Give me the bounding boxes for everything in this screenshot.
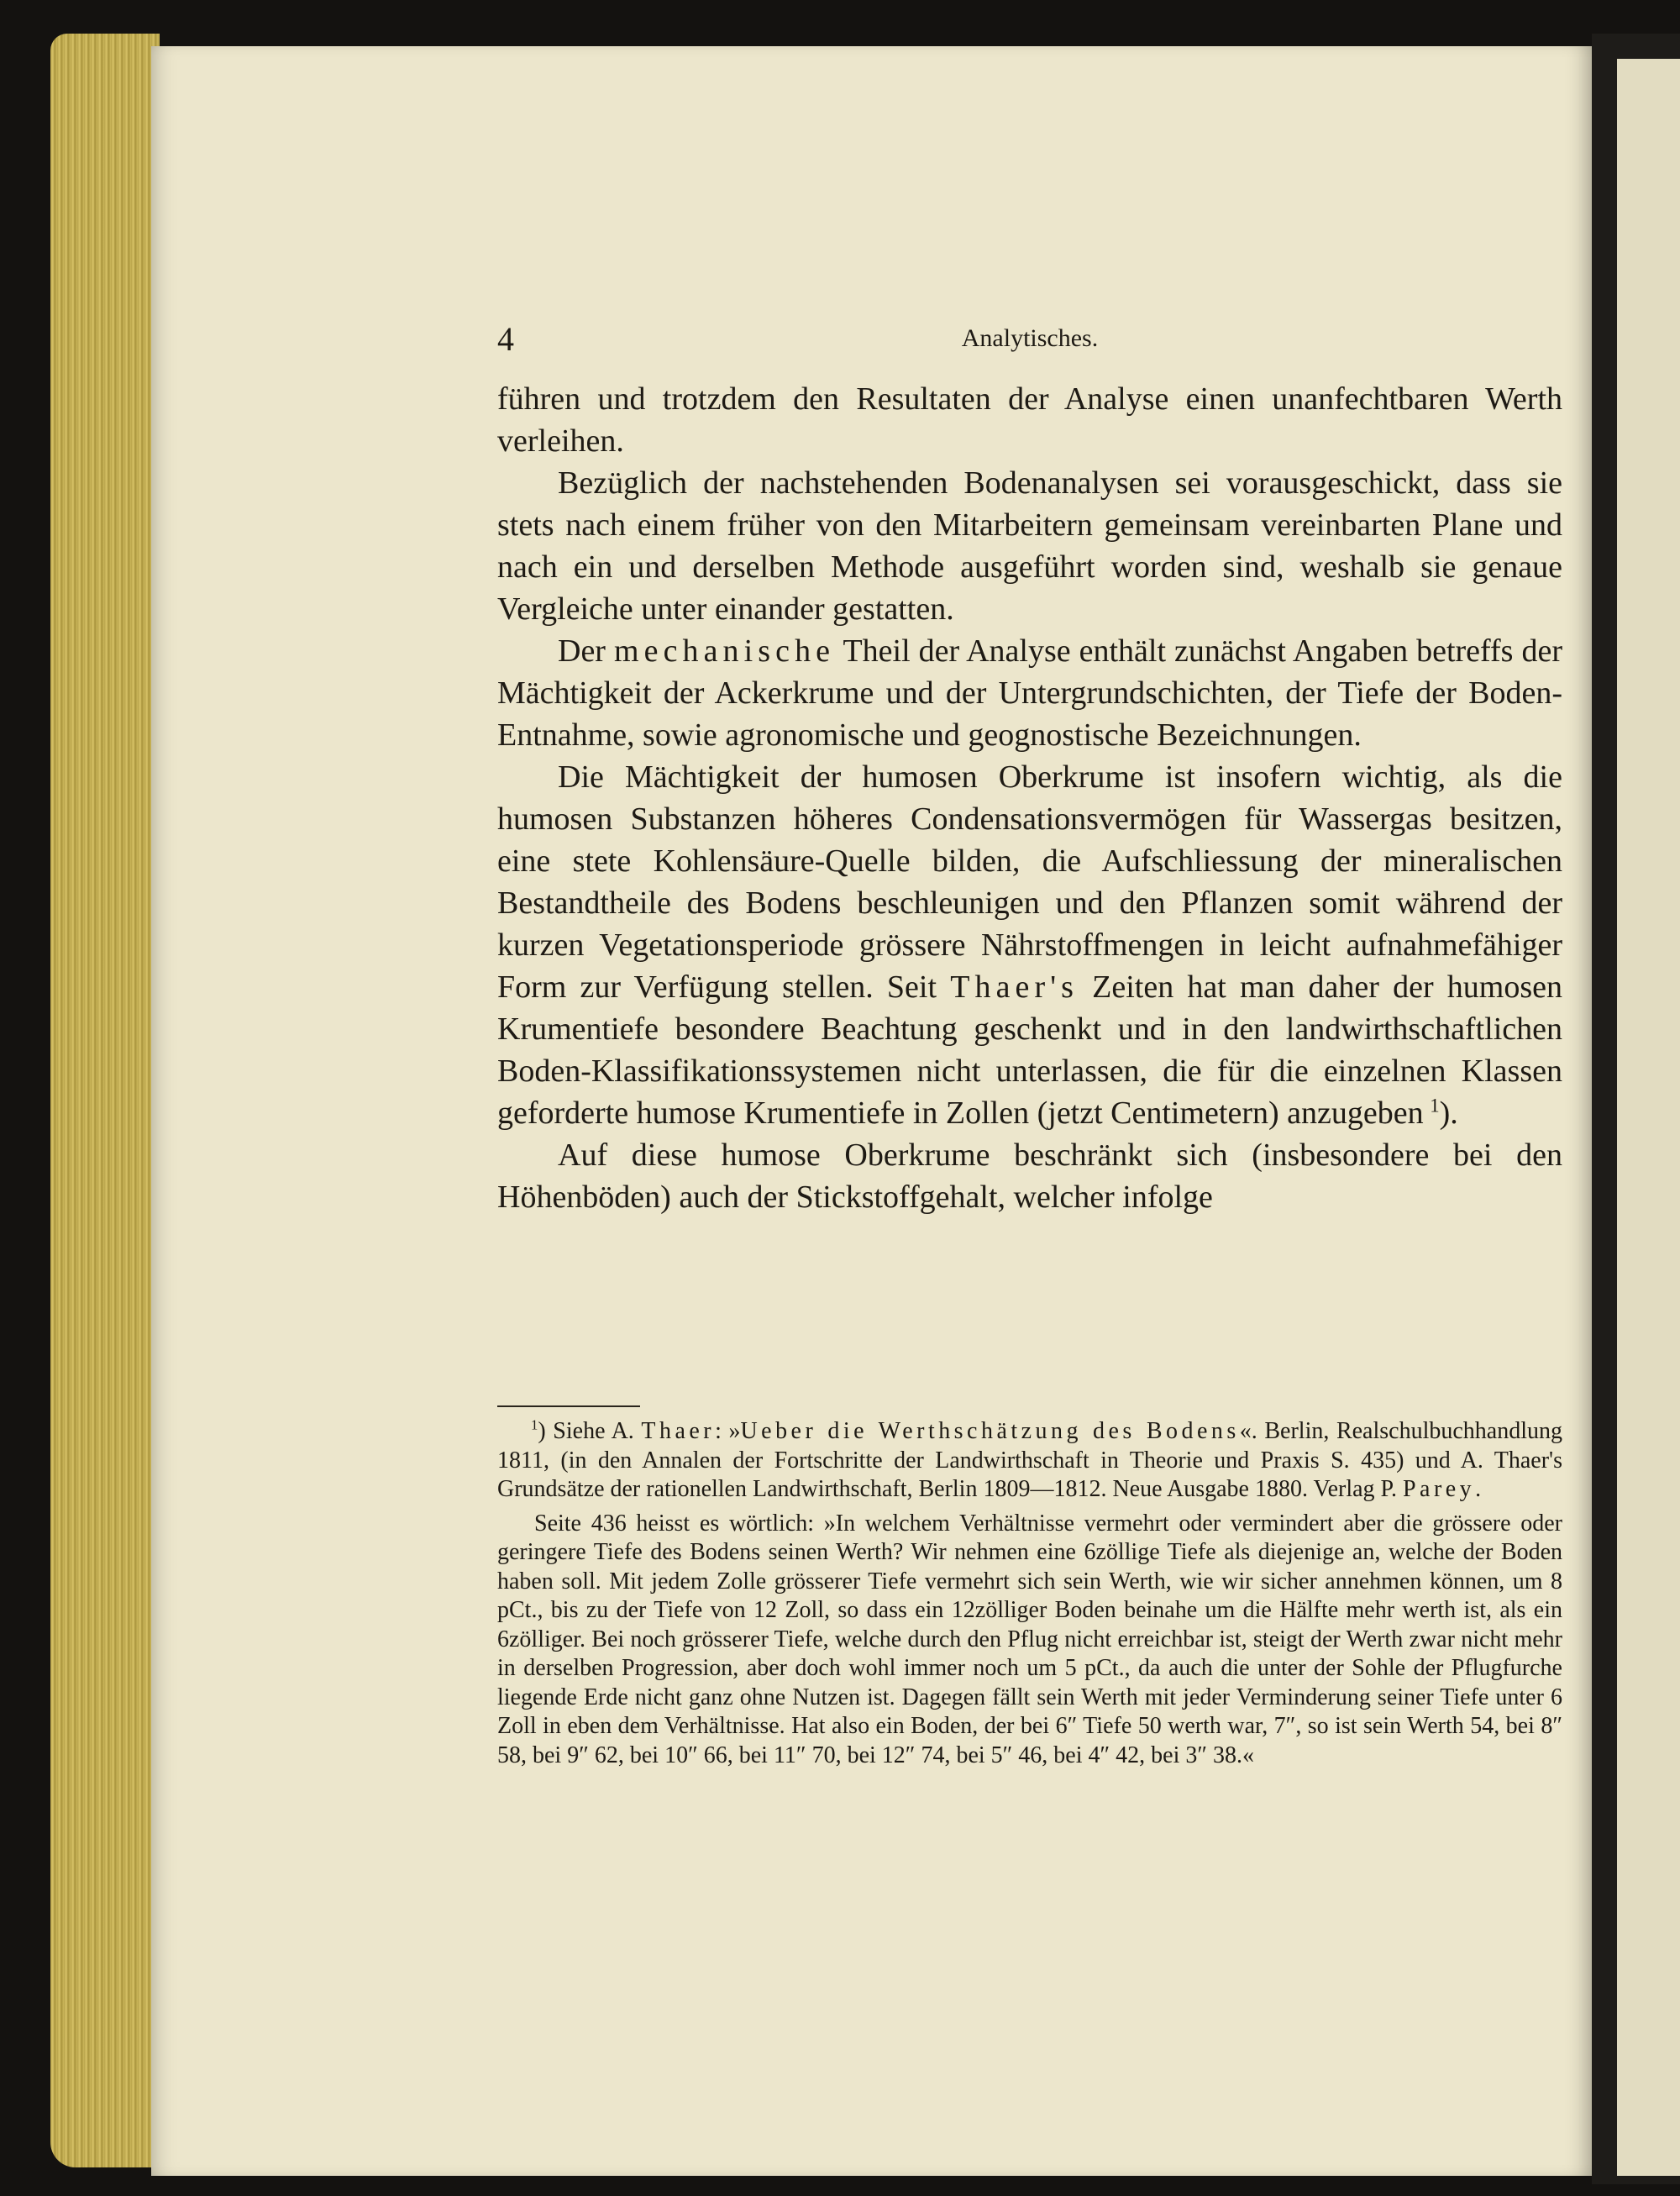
emphasized-name: Thaer's: [950, 969, 1079, 1005]
text-run: ).: [1439, 1095, 1458, 1131]
text-run: Die Mächtigkeit der humosen Oberkrume ist insofern wichtig, als die humosen Substanzen höheres Condensationsvermögen für Wassergas besitzen, eine stete Kohlensäure-Quelle bilden, die Aufschliessung der mineralischen Bestandtheile des Bodens beschleunigen und den Pflanzen somit während der kurzen Vegetationsperiode grössere Nährstoffmengen in leicht aufnahmefähiger Form zur Verfügung stellen. Seit: [497, 759, 1562, 1005]
body-text: [497, 378, 1562, 1218]
running-head: Analytisches.: [961, 324, 1099, 352]
footnote-rule: [497, 1405, 640, 1407]
text-run: : »: [715, 1418, 741, 1444]
emphasized-title: Ueber die Werthschätzung des Bodens: [740, 1418, 1240, 1444]
emphasized-term: mechanische: [613, 633, 836, 669]
footnote-quotation: Seite 436 heisst es wörtlich: »In welchem Verhältnisse vermehrt oder vermindert aber die grössere oder geringere Tiefe des Bodens seinen Werth? Wir nehmen eine 6zöllige Tiefe als diejenige an, welche der Boden haben soll. Mit jedem Zolle grösserer Tiefe vermehrt sich sein Werth, wie wir sicher annehmen können, um 8 pCt., bis zu der Tiefe von 12 Zoll, so dass ein 12zölliger Boden beinahe um die Hälfte mehr werth ist, als ein 6zölliger. Bei noch grösserer Tiefe, welche durch den Pflug nicht erreichbar ist, steigt der Werth zwar nicht mehr in derselben Progression, aber doch wohl immer noch um 5 pCt., da auch die unter der Sohle der Pflugfurche liegende Erde nicht ganz ohne Nutzen ist. Dagegen fällt sein Werth mit jeder Verminderung seiner Tiefe unter 6 Zoll in eben dem Verhältnisse. Hat also ein Boden, der bei 6″ Tiefe 50 werth war, 7″, so ist sein Werth 54, bei 8″ 58, bei 9″ 62, bei 10″ 66, bei 11″ 70, bei 12″ 74, bei 5″ 46, bei 4″ 42, bei 3″ 38.«: [497, 1510, 1562, 1768]
footnote-1: [497, 1417, 1562, 1505]
paragraph-maechtigkeit: [497, 756, 1562, 1134]
footnotes: [497, 1417, 1562, 1770]
book-gilt-edge: [50, 34, 160, 2167]
facing-page-edge: [1617, 59, 1680, 2176]
paragraph-mechanische-theil: [497, 630, 1562, 756]
paragraph-bodenanalysen: Bezüglich der nachstehenden Bodenanalysen sei vorausgeschickt, dass sie stets nach einem früher von den Mitarbeitern gemeinsam vereinbarten Plane und nach ein und derselben Methode ausgeführt worden sind, weshalb sie genaue Vergleiche unter einander gestatten.: [497, 465, 1562, 627]
text-run: ) Siehe A.: [538, 1418, 642, 1444]
text-run: Der: [558, 633, 614, 669]
book-page: [151, 46, 1592, 2176]
footnote-reference: 1: [1430, 1095, 1440, 1116]
text-run: Zeiten hat man daher der humosen Krumentiefe besondere Beachtung geschenkt und in den landwirthschaftlichen Boden-Klassifikationssystemen nicht unterlassen, die für die einzelnen Klassen geforderte humose Krumentiefe in Zollen (jetzt Centimetern) anzugeben: [497, 969, 1562, 1131]
emphasized-publisher: Parey: [1403, 1476, 1476, 1502]
page-header: [497, 319, 1562, 361]
text-run: .: [1475, 1476, 1482, 1502]
page-number: 4: [497, 320, 514, 358]
text-run: Theil der Analyse enthält zunächst Angaben betreffs der Mächtigkeit der Ackerkrume und der Untergrundschichten, der Tiefe der Boden-Entnahme, sowie agronomische und geognostische Bezeichnungen.: [497, 633, 1562, 753]
text-run: «. Berlin, Realschulbuchhandlung 1811, (in den Annalen der Fortschritte der Landwirthschaft in Theorie und Praxis S. 435) und A. Thaer's Grundsätze der rationellen Landwirthschaft, Berlin 1809—1812. Neue Ausgabe 1880. Verlag P.: [497, 1418, 1562, 1502]
paragraph-continued: führen und trotzdem den Resultaten der Analyse einen unanfechtbaren Werth verleihen.: [497, 381, 1562, 459]
footnote-marker: 1: [531, 1416, 538, 1433]
paragraph-oberkrume: Auf diese humose Oberkrume beschränkt sich (insbesondere bei den Höhenböden) auch der Stickstoffgehalt, welcher infolge: [497, 1137, 1562, 1215]
emphasized-name: Thaer: [641, 1418, 716, 1444]
